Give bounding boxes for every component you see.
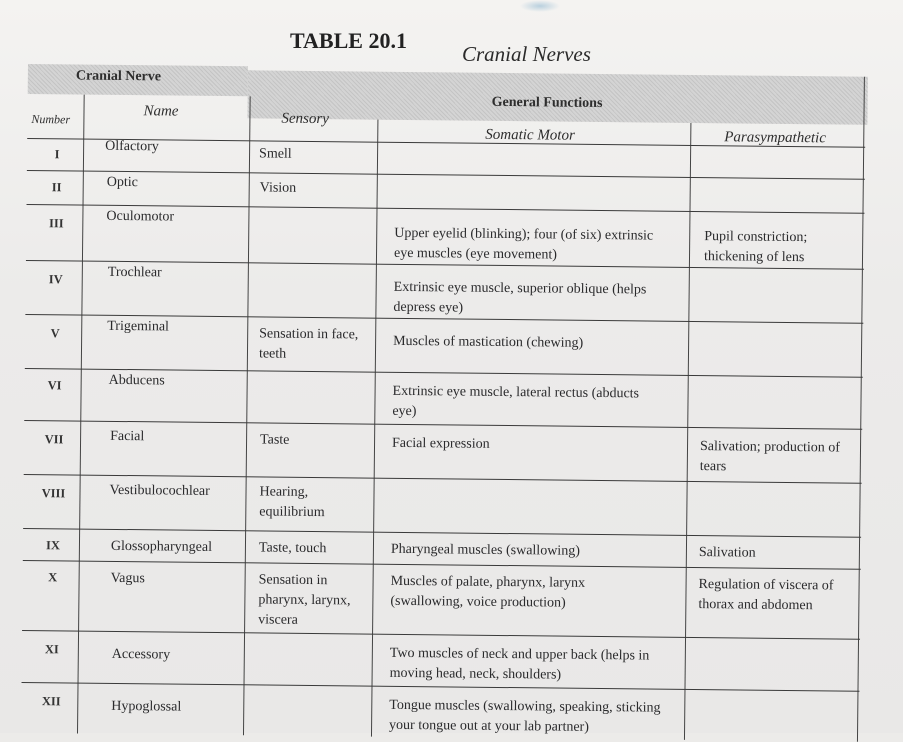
- table-number: TABLE 20.1: [290, 28, 407, 53]
- row-iii-parasympathetic: Pupil constriction; thickening of lens: [703, 229, 808, 266]
- row-viii-number: VIII: [41, 486, 66, 501]
- row-v-somatic-motor: Muscles of mastication (chewing): [393, 333, 584, 351]
- row-viii-name: Vestibulocochlear: [109, 482, 210, 499]
- row-ix-sensory: Taste, touch: [258, 540, 327, 557]
- header-sensory: Sensory: [281, 110, 330, 128]
- row-viii-sensory: Hearing, equilibrium: [259, 484, 325, 521]
- cranial-nerves-table: [21, 64, 868, 742]
- row-vii-somatic-motor: Facial expression: [391, 435, 490, 452]
- row-xii-somatic-motor: Tongue muscles (swallowing, speaking, sticking your tongue out at your lab partner): [389, 697, 661, 735]
- row-ix-number: IX: [45, 538, 60, 553]
- row-v-sensory: Sensation in face, teeth: [258, 326, 359, 362]
- row-iv-number: IV: [48, 272, 63, 287]
- row-iv-name: Trochlear: [107, 264, 162, 281]
- row-vii-parasympathetic: Salivation; production of tears: [699, 439, 841, 475]
- row-v-number: V: [50, 326, 60, 341]
- table-right-edge: [857, 77, 865, 742]
- row-iii-number: III: [48, 216, 64, 231]
- row-line-10: [22, 630, 860, 640]
- row-ii-number: II: [51, 180, 62, 195]
- row-ix-name: Glossopharyngeal: [110, 538, 213, 555]
- row-iv-somatic-motor: Extrinsic eye muscle, superior oblique (helps depress eye): [393, 279, 647, 316]
- row-i-number: I: [54, 147, 60, 162]
- row-xi-number: XI: [44, 642, 59, 657]
- row-vii-sensory: Taste: [259, 432, 290, 448]
- row-xii-number: XII: [41, 694, 61, 709]
- row-xi-name: Accessory: [111, 646, 171, 663]
- row-ix-somatic-motor: Pharyngeal muscles (swallowing): [390, 541, 580, 559]
- header-parasympathetic: Parasympathetic: [724, 129, 827, 147]
- row-iii-somatic-motor: Upper eyelid (blinking); four (of six) extrinsic eye muscles (eye movement): [393, 225, 654, 263]
- row-x-parasympathetic: Regulation of viscera of thorax and abdomen: [698, 577, 834, 614]
- row-vi-name: Abducens: [108, 372, 165, 389]
- row-x-sensory: Sensation in pharynx, larynx, viscera: [258, 572, 351, 628]
- row-ii-sensory: Vision: [259, 180, 297, 196]
- row-vi-number: VI: [47, 378, 62, 393]
- row-v-name: Trigeminal: [107, 318, 170, 335]
- row-i-sensory: Smell: [258, 146, 292, 162]
- col-divider-4: [684, 123, 692, 740]
- row-ix-parasympathetic: Salivation: [698, 545, 756, 561]
- row-iii-name: Oculomotor: [106, 208, 175, 225]
- row-x-somatic-motor: Muscles of palate, pharynx, larynx (swallowing, voice production): [390, 573, 586, 611]
- header-name: Name: [143, 103, 179, 120]
- row-line-1: [27, 170, 865, 180]
- row-vii-number: VII: [44, 432, 64, 447]
- table-name: Cranial Nerves: [462, 42, 591, 66]
- header-somatic-motor: Somatic Motor: [485, 126, 575, 144]
- blue-smudge: [520, 0, 560, 12]
- header-number: Number: [31, 112, 71, 127]
- row-vii-name: Facial: [110, 428, 145, 445]
- row-x-number: X: [48, 570, 58, 585]
- row-xii-name: Hypoglossal: [111, 698, 182, 715]
- col-divider-3: [371, 120, 379, 737]
- header-general-functions: General Functions: [491, 94, 603, 112]
- table-title: [290, 28, 890, 68]
- row-i-name: Olfactory: [105, 138, 159, 155]
- header-cranial-nerve: Cranial Nerve: [75, 68, 162, 85]
- row-x-name: Vagus: [110, 570, 145, 587]
- col-divider-2: [243, 96, 251, 735]
- row-vi-somatic-motor: Extrinsic eye muscle, lateral rectus (abducts eye): [392, 383, 640, 420]
- row-xi-somatic-motor: Two muscles of neck and upper back (helps in moving head, neck, shoulders): [389, 645, 650, 683]
- row-ii-name: Optic: [106, 174, 138, 191]
